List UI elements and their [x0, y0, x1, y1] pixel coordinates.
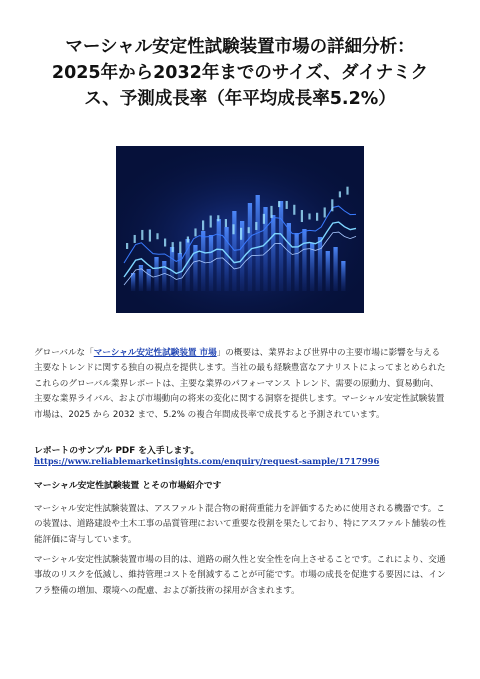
- hero-bar: [162, 261, 166, 291]
- hero-candlestick: [316, 213, 318, 221]
- hero-bar: [209, 235, 213, 291]
- hero-candlestick: [255, 222, 257, 230]
- intro-text-before-link: グローバルな「: [34, 348, 94, 358]
- document-title: [22, 34, 458, 112]
- market-report-link[interactable]: マーシャル安定性試験装置 市場: [93, 348, 217, 358]
- title-line-3: ス、予測成長率（年平均成長率5.2%）: [84, 89, 396, 109]
- hero-bar: [201, 231, 205, 291]
- hero-candlestick: [172, 242, 174, 252]
- hero-candlestick: [134, 235, 136, 243]
- hero-chart-image: [116, 146, 364, 313]
- hero-candlestick: [339, 191, 341, 197]
- hero-candlestick: [164, 239, 166, 247]
- hero-candlestick: [308, 213, 310, 219]
- sample-pdf-label: レポートのサンプル PDF を入手します。: [34, 446, 200, 456]
- hero-bar: [271, 215, 275, 291]
- hero-candlestick: [331, 199, 333, 211]
- hero-bar: [333, 247, 337, 291]
- hero-bar: [287, 223, 291, 291]
- title-line-1: マーシャル安定性試験装置市場の詳細分析：: [65, 37, 415, 57]
- hero-bar: [147, 269, 151, 291]
- hero-bar: [318, 237, 322, 291]
- sample-pdf-link[interactable]: https://www.reliablemarketinsights.com/enquiry/request-sample/1717996: [34, 456, 380, 466]
- hero-bar: [256, 195, 260, 291]
- hero-candlestick: [263, 214, 265, 224]
- hero-bar: [224, 227, 228, 291]
- hero-bar: [326, 251, 330, 291]
- hero-candlestick: [149, 230, 151, 242]
- hero-candlestick: [232, 224, 234, 234]
- section-heading: マーシャル安定性試験装置 とその市場紹介です: [34, 481, 222, 491]
- hero-candlestick: [324, 207, 326, 217]
- hero-candlestick: [346, 187, 348, 195]
- hero-bar: [302, 229, 306, 291]
- description-paragraph: マーシャル安定性試験装置は、アスファルト混合物の耐荷重能力を評価するために使用される機器です。この装置は、道路建設や土木工事の品質管理において重要な役割を果たしており、特にアスファルト舗装の性能評価に寄与しています。: [34, 504, 446, 545]
- market-purpose-paragraph: マーシャル安定性試験装置市場の目的は、道路の耐久性と安全性を向上させることです。これにより、交通事故のリスクを低減し、維持管理コストを削減することが可能です。市場の成長を促進する要因には、インフラ整備の増加、環境への配慮、および新技術の採用が含まれます。: [34, 555, 446, 596]
- hero-candlestick: [278, 201, 280, 207]
- hero-bar: [279, 201, 283, 291]
- hero-candlestick: [240, 228, 242, 240]
- title-line-2: 2025年から2032年までのサイズ、ダイナミク: [51, 63, 429, 83]
- hero-candlestick: [202, 220, 204, 230]
- hero-bar: [295, 233, 299, 291]
- hero-bar: [341, 261, 345, 291]
- intro-text-after-link: 」の概要は、業界および世界中の主要市場に影響を与える主要なトレンドに関する独自の視点を提供します。当社の最も経験豊富なアナリストによってまとめられたこれらのグローバル業界レポートは、主要な業界のパフォーマンス トレンド、需要の原動力、貿易動向、主要な業界ライバル、および市場動向の将来の変化に関する洞察を提供します。マーシャル安定性試験装置 市場は、2025 から 2032 まで、5.2% の複合年間成長率で成長すると予測されています。: [34, 348, 446, 420]
- hero-candlestick: [286, 201, 288, 209]
- hero-bar: [154, 257, 158, 291]
- hero-bar: [248, 203, 252, 291]
- hero-candlestick: [194, 228, 196, 236]
- hero-candlestick: [126, 243, 128, 249]
- hero-candlestick: [141, 230, 143, 240]
- hero-candlestick: [210, 216, 212, 228]
- hero-candlestick: [248, 227, 250, 233]
- hero-candlestick: [187, 237, 189, 243]
- hero-candlestick: [225, 219, 227, 227]
- hero-candlestick: [270, 206, 272, 218]
- market-chart-illustration: [116, 146, 364, 313]
- intro-paragraph: [34, 346, 446, 423]
- hero-candlestick: [217, 215, 219, 221]
- hero-candlestick: [179, 242, 181, 254]
- hero-bar: [232, 211, 236, 291]
- hero-candlestick: [293, 205, 295, 215]
- hero-candlestick: [156, 233, 158, 239]
- hero-candlestick: [301, 210, 303, 222]
- hero-bar: [217, 219, 221, 291]
